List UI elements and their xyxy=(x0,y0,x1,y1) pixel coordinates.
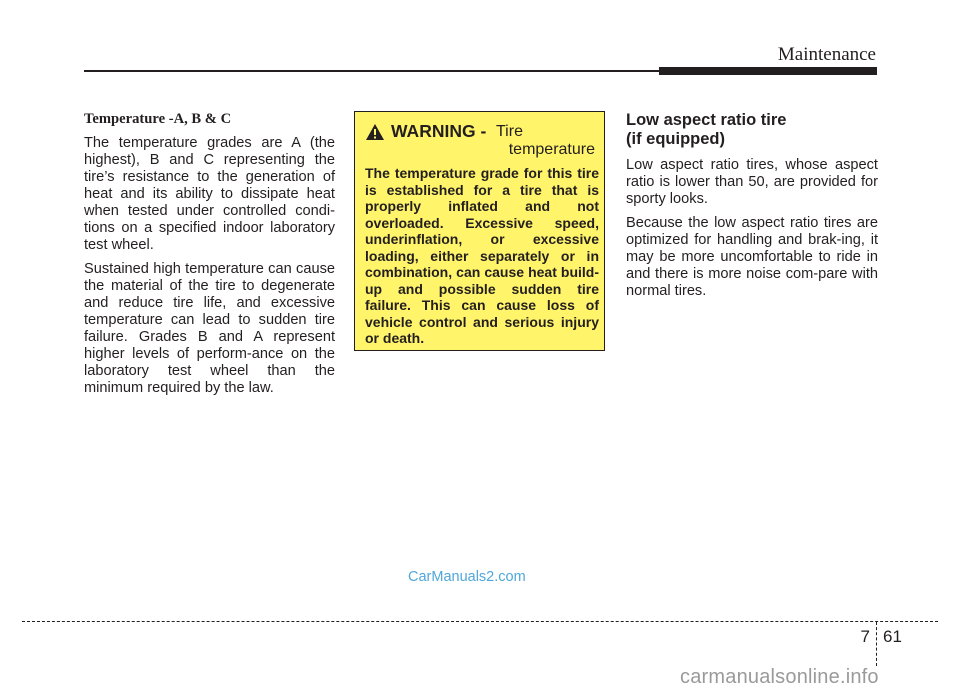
header-rule xyxy=(84,70,660,72)
temperature-subheading: Temperature -A, B & C xyxy=(84,111,232,127)
page-number-divider xyxy=(876,622,877,666)
footer-divider xyxy=(22,621,938,622)
warning-body: The temperature grade for this tire is established for a tire that is properly inflated and not overloaded. Excessive speed, underinflation, or excessive loading, either separately or in combination, can cause heat build-up and possible sudden tire failure. This can cause loss of vehicle control and serious injury or death. xyxy=(365,165,599,346)
warning-header xyxy=(365,121,601,161)
section-title: Maintenance xyxy=(777,44,876,65)
low-aspect-heading xyxy=(626,111,878,149)
warning-triangle-icon xyxy=(365,123,385,141)
heading-line: (if equipped) xyxy=(626,130,725,148)
left-column xyxy=(84,111,335,404)
right-column xyxy=(626,111,878,307)
warning-box xyxy=(354,111,605,351)
page-number: 61 xyxy=(883,627,902,646)
watermark-link[interactable]: CarManuals2.com xyxy=(408,569,526,585)
footer-site-link[interactable]: carmanualsonline.info xyxy=(680,666,879,688)
chapter-number: 7 xyxy=(860,627,870,646)
warning-topic: Tire xyxy=(496,123,523,140)
warning-topic-continued: temperature xyxy=(508,141,595,158)
heading-line: Low aspect ratio tire xyxy=(626,111,787,129)
header-rule-bar xyxy=(659,67,877,75)
paragraph: The temperature grades are A (the highest), B and C representing the tire’s resistance to the generation of heat and its ability to dissipate heat when tested under controlled condi-tions on a specified indoor laboratory test wheel. xyxy=(84,135,335,253)
paragraph: Because the low aspect ratio tires are optimized for handling and brak-ing, it may be more uncomfortable to ride in and there is more noise com-pare with normal tires. xyxy=(626,215,878,299)
paragraph: Sustained high temperature can cause the material of the tire to degenerate and reduce tire life, and excessive temperature can lead to sudden tire failure. Grades B and A represent higher levels of perform-ance on the laboratory test wheel than the minimum required by the law. xyxy=(84,261,335,396)
warning-label: WARNING - xyxy=(391,121,487,141)
paragraph: Low aspect ratio tires, whose aspect ratio is lower than 50, are provided for sporty looks. xyxy=(626,157,878,207)
